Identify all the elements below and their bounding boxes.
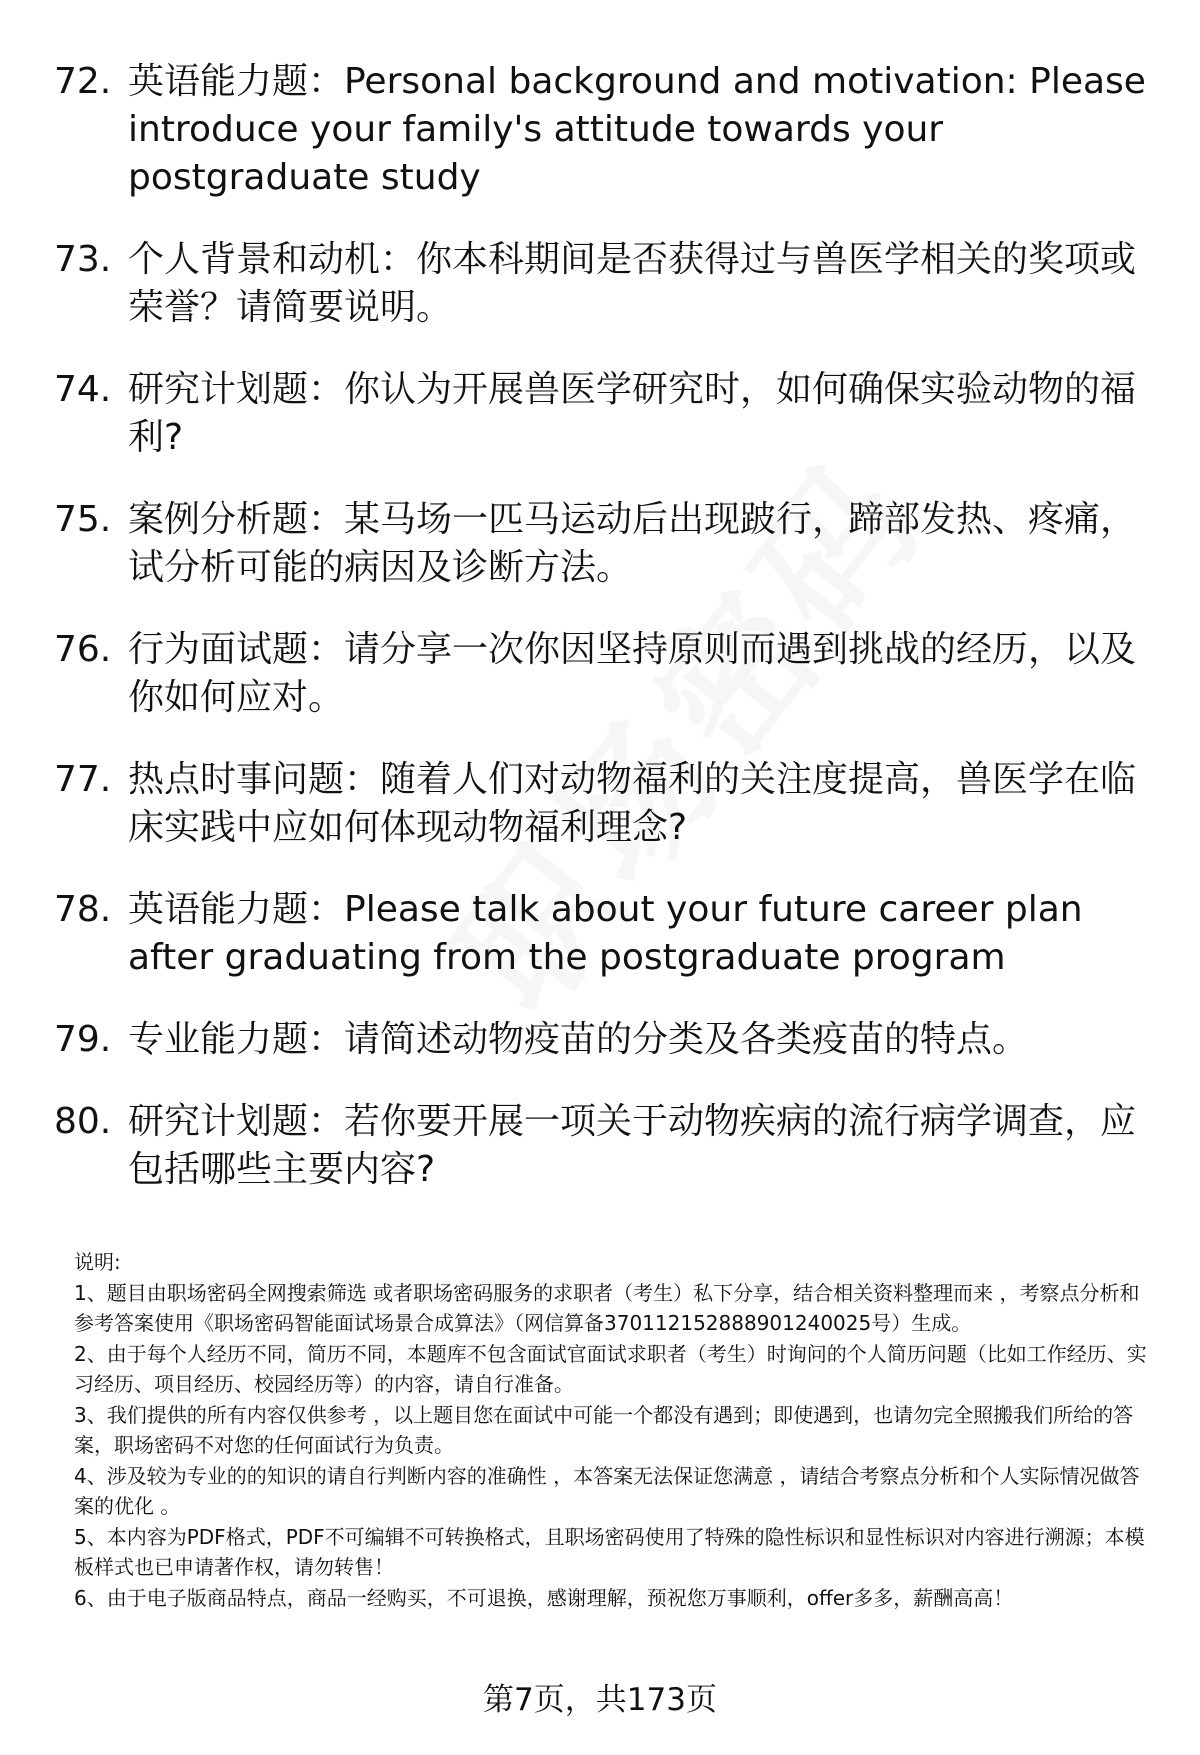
notes-heading: 说明: (74, 1250, 121, 1274)
note-item: 4、涉及较为专业的的知识的请自行判断内容的准确性 ，本答案无法保证您满意 ，请结合考察点分析和个人实际情况做答案的优化 。 (74, 1463, 1140, 1518)
question-text: 行为面试题：请分享一次你因坚持原则而遇到挑战的经历，以及你如何应对。 (128, 629, 1137, 718)
question-text: 热点时事问题：随着人们对动物福利的关注度提高，兽医学在临床实践中应如何体现动物福利理念? (128, 759, 1137, 848)
page-number: 第7页，共173页 (483, 1682, 717, 1718)
question-text: 英语能力题：Please talk about your future career plan after graduating from the postgraduate program (128, 889, 1083, 978)
question-item (0, 886, 1200, 982)
question-number: 74. (54, 369, 112, 410)
note-item: 2、由于每个人经历不同，简历不同，本题库不包含面试官面试求职者（考生）时询问的个人简历问题（比如工作经历、实习经历、项目经历、校园经历等）的内容，请自行准备。 (74, 1341, 1147, 1396)
note-item: 3、我们提供的所有内容仅供参考 ，以上题目您在面试中可能一个都没有遇到；即使遇到，也请勿完全照搬我们所给的答案，职场密码不对您的任何面试行为负责。 (74, 1402, 1134, 1457)
question-list (0, 58, 1200, 1228)
note-item: 1、题目由职场密码全网搜索筛选 或者职场密码服务的求职者（考生）私下分享，结合相关资料整理而来 ，考察点分析和参考答案使用《职场密码智能面试场景合成算法》（网信算备370112152888901240025号）生成。 (74, 1280, 1140, 1335)
question-number: 80. (54, 1101, 112, 1142)
question-text: 研究计划题：若你要开展一项关于动物疾病的流行病学调查，应包括哪些主要内容? (128, 1101, 1137, 1190)
question-text: 研究计划题：你认为开展兽医学研究时，如何确保实验动物的福利? (128, 369, 1137, 458)
question-item (0, 236, 1200, 332)
question-number: 75. (54, 499, 112, 540)
question-text: 专业能力题：请简述动物疫苗的分类及各类疫苗的特点。 (128, 1019, 1029, 1060)
note-item: 5、本内容为PDF格式，PDF不可编辑不可转换格式，且职场密码使用了特殊的隐性标识和显性标识对内容进行溯源；本模板样式也已申请著作权，请勿转售！ (74, 1524, 1145, 1579)
question-number: 76. (54, 629, 112, 670)
question-item (0, 626, 1200, 722)
question-number: 79. (54, 1019, 112, 1060)
question-number: 73. (54, 239, 112, 280)
question-text: 案例分析题：某马场一匹马运动后出现跛行，蹄部发热、疼痛，试分析可能的病因及诊断方法。 (128, 499, 1137, 588)
question-item (0, 58, 1200, 202)
question-item (0, 1098, 1200, 1194)
question-number: 78. (54, 889, 112, 930)
question-item (0, 1016, 1200, 1064)
question-number: 72. (54, 61, 112, 102)
note-item: 6、由于电子版商品特点，商品一经购买，不可退换，感谢理解，预祝您万事顺利，offer多多，薪酬高高！ (74, 1585, 1014, 1610)
question-text: 个人背景和动机：你本科期间是否获得过与兽医学相关的奖项或荣誉？请简要说明。 (128, 239, 1137, 328)
question-item (0, 366, 1200, 462)
question-item (0, 496, 1200, 592)
notes-section (74, 1247, 1156, 1613)
question-item (0, 756, 1200, 852)
question-text: 英语能力题：Personal background and motivation: Please introduce your family's attitude towards your postgraduate study (128, 61, 1146, 198)
question-number: 77. (54, 759, 112, 800)
